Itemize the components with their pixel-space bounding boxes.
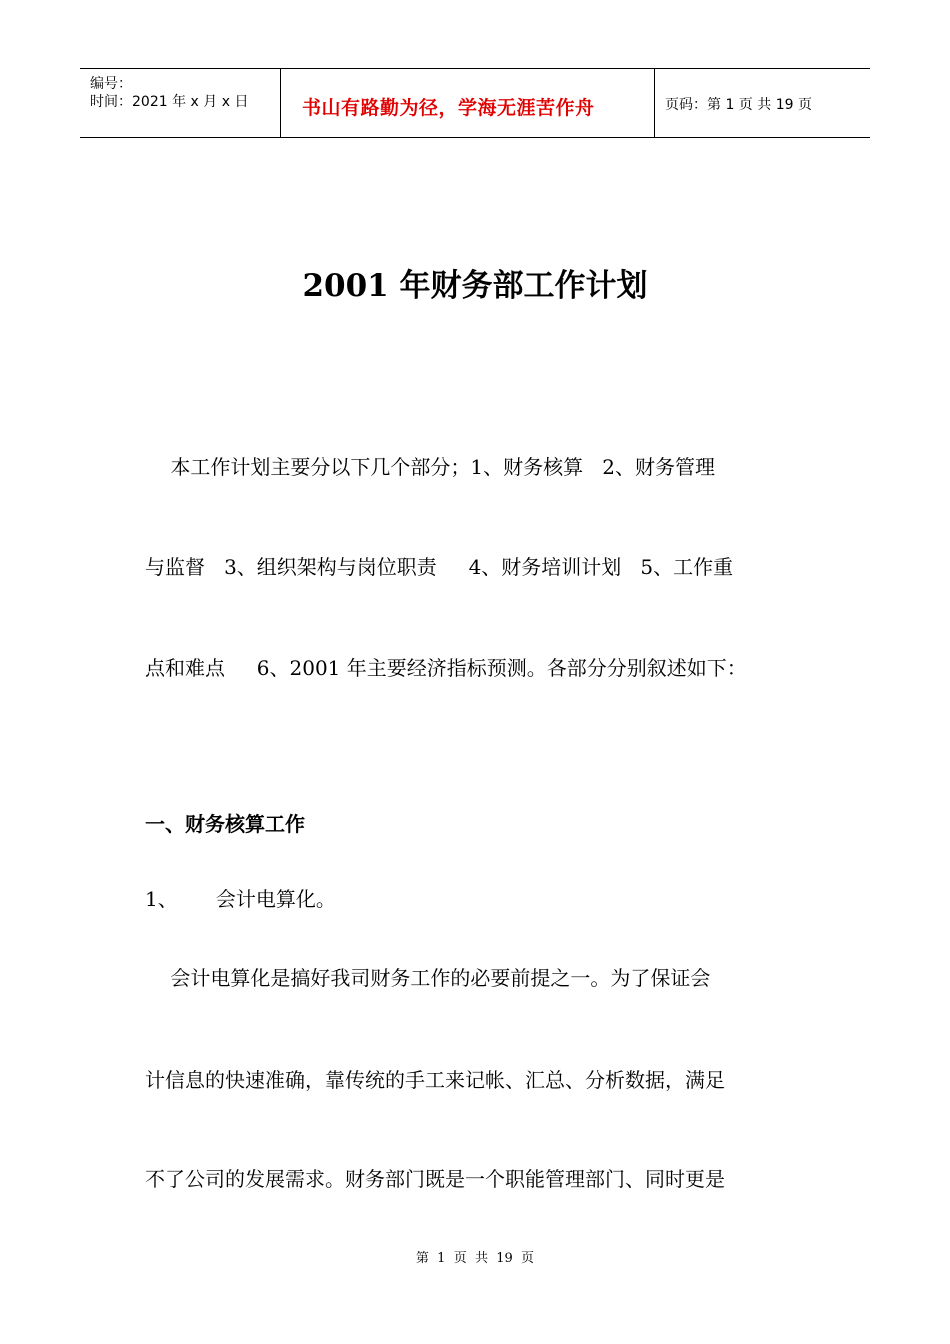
section-heading: 一、财务核算工作 xyxy=(145,812,305,836)
intro-line-2: 与监督 3、组织架构与岗位职责 4、财务培训计划 5、工作重 xyxy=(145,555,734,579)
header-right-cell xyxy=(655,69,870,137)
body-line-2: 计信息的快速准确，靠传统的手工来记帐、汇总、分析数据，满足 xyxy=(145,1068,725,1092)
number-label: 编号： xyxy=(90,76,132,92)
page-header xyxy=(80,68,870,138)
header-left-cell xyxy=(80,69,281,137)
time-label: 时间：2021 年 x 月 x 日 xyxy=(90,94,249,110)
body-line-1: 会计电算化是搞好我司财务工作的必要前提之一。为了保证会 xyxy=(145,966,711,990)
motto-text: 书山有路勤为径，学海无涯苦作舟 xyxy=(302,97,595,119)
body-line-3: 不了公司的发展需求。财务部门既是一个职能管理部门、同时更是 xyxy=(145,1167,725,1191)
page-footer: 第 1 页 共 19 页 xyxy=(415,1251,535,1266)
document-title: 2001 年财务部工作计划 xyxy=(302,268,648,304)
page-code: 页码：第 1 页 共 19 页 xyxy=(665,97,812,113)
intro-line-3: 点和难点 6、2001 年主要经济指标预测。各部分分别叙述如下： xyxy=(145,656,747,680)
header-middle-cell xyxy=(281,69,655,137)
list-item-1: 1、 会计电算化。 xyxy=(145,887,336,911)
intro-line-1: 本工作计划主要分以下几个部分；1、财务核算 2、财务管理 xyxy=(145,455,715,479)
